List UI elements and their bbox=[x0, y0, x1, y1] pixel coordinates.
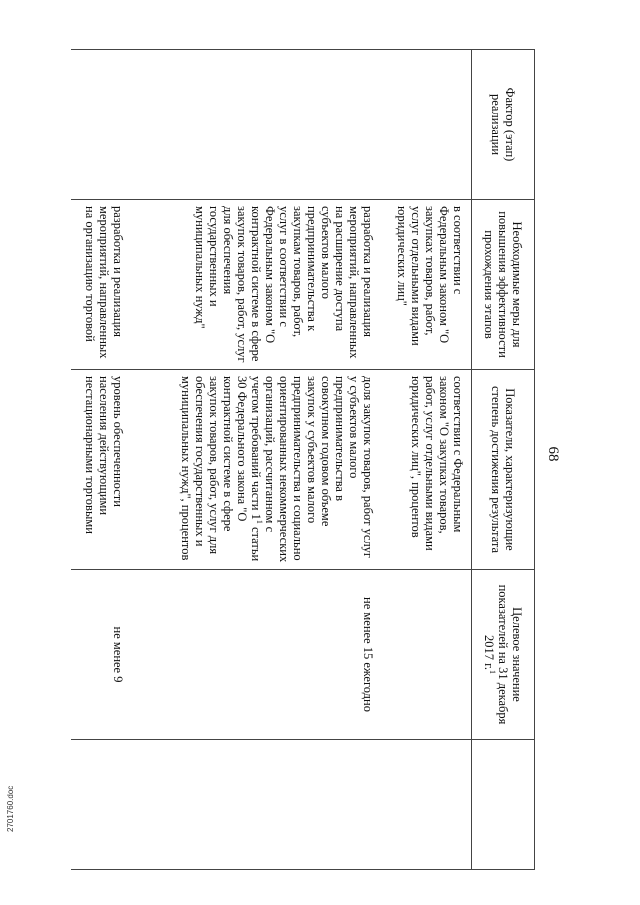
measures-cell: в соответствии с Федеральным законом "О закупках товаров, работ, услуг отдельными видами юридических лиц" bbox=[382, 200, 472, 370]
target-cell: не менее 15 ежегодно bbox=[132, 570, 382, 740]
indicators-text: доля закупок товаров, работ услуг у субъектов малого предпринимательства в совокупном годовом объеме закупок у субъектов малого предпринимательства и социально ориентированных некоммерческих организаций, рассчитанном с учетом требований части 1 bbox=[249, 376, 376, 563]
spacer-cell bbox=[382, 740, 472, 870]
rotated-page bbox=[45, 5, 575, 905]
indicators-footnote: 1 bbox=[255, 519, 265, 524]
table-header-row bbox=[472, 50, 535, 870]
indicators-cell bbox=[72, 370, 132, 570]
factor-cell bbox=[382, 50, 472, 200]
factor-cell bbox=[72, 50, 132, 200]
indicators-text: уровень обеспеченности населения действующими нестационарными торговыми bbox=[83, 376, 126, 534]
measures-table bbox=[72, 49, 536, 870]
header-target bbox=[472, 570, 535, 740]
target-cell bbox=[382, 570, 472, 740]
header-target-footnote: 1 bbox=[488, 669, 498, 674]
indicators-cell bbox=[132, 370, 382, 570]
indicators-cell bbox=[382, 370, 472, 570]
indicators-text-cont: статьи 30 Федерального закона "О контрактной системе в сфере закупок товаров, работ, услуг для обеспечения государственных и муниципальных нужд", процентов bbox=[179, 376, 264, 562]
target-cell: не менее 9 bbox=[72, 570, 132, 740]
table-row bbox=[382, 50, 472, 870]
header-indicators: Показатели, характеризующие степень достижения результата bbox=[472, 370, 535, 570]
header-measures: Необходимые меры для повышения эффективности прохождения этапов bbox=[472, 200, 535, 370]
header-spacer bbox=[472, 740, 535, 870]
measures-cell: разработка и реализация мероприятий, направленных на расширение доступа субъектов малого предпринимательства к закупкам товаров, работ, услуг в соответствии с Федеральным законом "О контрактной системе в сфере закупок товаров, работ, услуг для обеспечения государственных и муниципальных нужд" bbox=[132, 200, 382, 370]
table-row bbox=[132, 50, 382, 870]
factor-cell bbox=[132, 50, 382, 200]
table-row bbox=[72, 50, 132, 870]
spacer-cell bbox=[72, 740, 132, 870]
page-number: 68 bbox=[545, 446, 561, 462]
header-factor: Фактор (этап) реализации bbox=[472, 50, 535, 200]
indicators-text: соответствии с Федеральным законом "О закупках товаров, работ, услуг отдельными видами юридических лиц", процентов bbox=[409, 376, 465, 551]
header-target-text: Целевое значение показателей на 31 декабря 2017 г. bbox=[482, 584, 524, 725]
spacer-cell bbox=[132, 740, 382, 870]
measures-cell: разработка и реализация мероприятий, направленных на организацию торговой bbox=[72, 200, 132, 370]
document-id: 2701760.doc bbox=[6, 785, 15, 832]
